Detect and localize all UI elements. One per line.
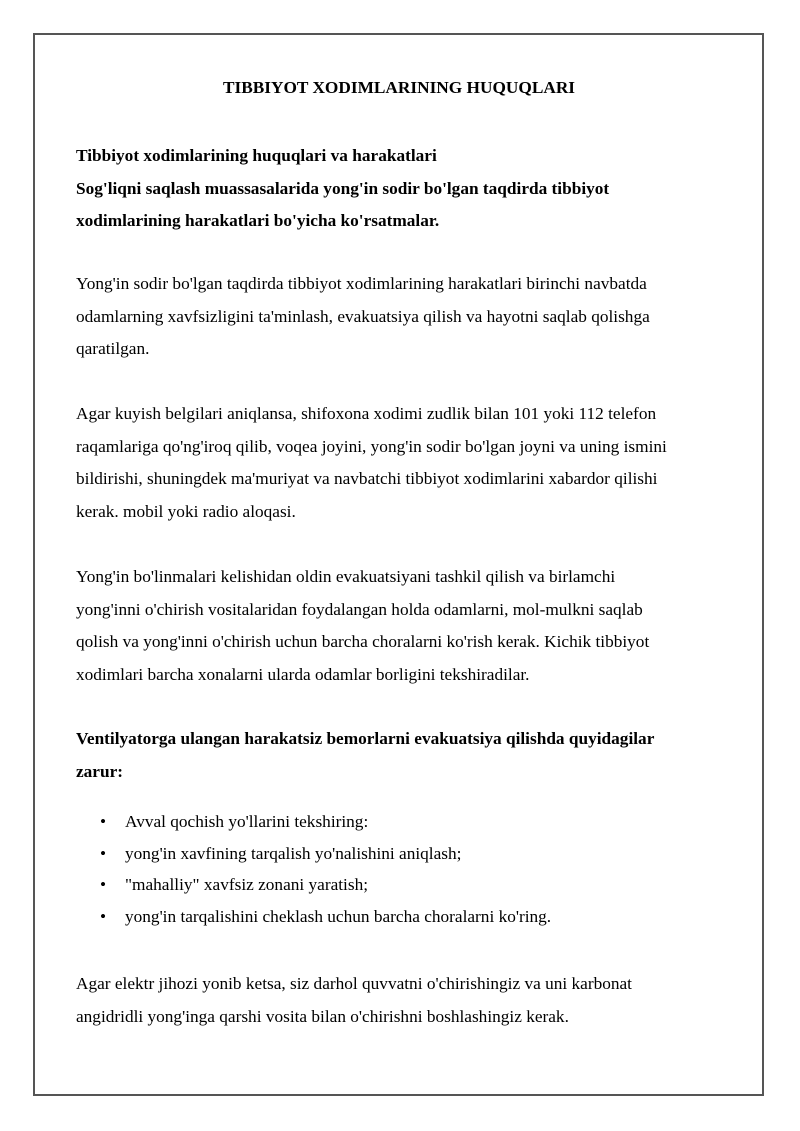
paragraph-line: qaratilgan. xyxy=(76,339,150,358)
paragraph-line: angidridli yong'inga qarshi vosita bilan o'chirishni boshlashingiz kerak. xyxy=(76,1006,569,1026)
subheading-line: xodimlarining harakatlari bo'yicha ko'rsatmalar. xyxy=(76,211,440,230)
paragraph-line: kerak. mobil yoki radio aloqasi. xyxy=(76,501,296,521)
paragraph-electrical-fire xyxy=(76,968,726,1033)
heading-line: Ventilyatorga ulangan harakatsiz bemorlarni evakuatsiya qilishda quyidagilar xyxy=(76,729,655,748)
list-item-text: Avval qochish yo'llarini tekshiring: xyxy=(125,812,369,831)
heading-line: zarur: xyxy=(76,761,124,781)
paragraph-line: Yong'in sodir bo'lgan taqdirda tibbiyot xodimlarining harakatlari birinchi navbatda xyxy=(76,274,647,293)
list-item xyxy=(76,901,726,933)
bullet-list xyxy=(76,806,726,932)
bullet-icon: • xyxy=(100,875,107,894)
paragraph-line: bildirishi, shuningdek ma'muriyat va navbatchi tibbiyot xodimlarini xabardor qilishi xyxy=(76,469,658,488)
document-title: TIBBIYOT XODIMLARINING HUQUQLARI xyxy=(222,78,576,97)
list-item-text: "mahalliy" xavfsiz zonani yaratish; xyxy=(125,875,369,894)
paragraph-line: Agar kuyish belgilari aniqlansa, shifoxona xodimi zudlik bilan 101 yoki 112 telefon xyxy=(76,404,657,423)
paragraph-line: odamlarning xavfsizligini ta'minlash, evakuatsiya qilish va hayotni saqlab qolishga xyxy=(76,306,650,326)
list-item xyxy=(76,838,726,870)
paragraph-intro xyxy=(76,268,726,366)
list-item-text: yong'in tarqalishini cheklash uchun barcha choralarni ko'ring. xyxy=(125,906,552,926)
list-item xyxy=(76,806,726,838)
section-heading-ventilator xyxy=(76,723,726,788)
paragraph-line: qolish va yong'inni o'chirish uchun barcha choralarni ko'rish kerak. Kichik tibbiyot xyxy=(76,632,650,651)
list-item-text: yong'in xavfining tarqalish yo'nalishini aniqlash; xyxy=(125,843,462,863)
paragraph-line: raqamlariga qo'ng'iroq qilib, voqea joyini, yong'in sodir bo'lgan joyni va uning ismini xyxy=(76,436,667,456)
paragraph-line: xodimlari barcha xonalarni ularda odamlar borligini tekshiradilar. xyxy=(76,664,530,684)
list-item xyxy=(76,869,726,901)
paragraph-line: yong'inni o'chirish vositalaridan foydalangan holda odamlarni, mol-mulkni saqlab xyxy=(76,599,643,619)
paragraph-line: Yong'in bo'linmalari kelishidan oldin evakuatsiyani tashkil qilish va birlamchi xyxy=(76,567,616,586)
subheading-line: Sog'liqni saqlash muassasalarida yong'in sodir bo'lgan taqdirda tibbiyot xyxy=(76,178,610,198)
section-subheading xyxy=(76,140,726,238)
paragraph-evacuation xyxy=(76,561,726,691)
bullet-icon: • xyxy=(100,906,107,926)
paragraph-line: Agar elektr jihozi yonib ketsa, siz darhol quvvatni o'chirishingiz va uni karbonat xyxy=(76,974,632,993)
bullet-icon: • xyxy=(100,812,107,831)
paragraph-alert-procedure xyxy=(76,398,726,528)
bullet-icon: • xyxy=(100,843,107,863)
subheading-line: Tibbiyot xodimlarining huquqlari va harakatlari xyxy=(76,146,437,165)
